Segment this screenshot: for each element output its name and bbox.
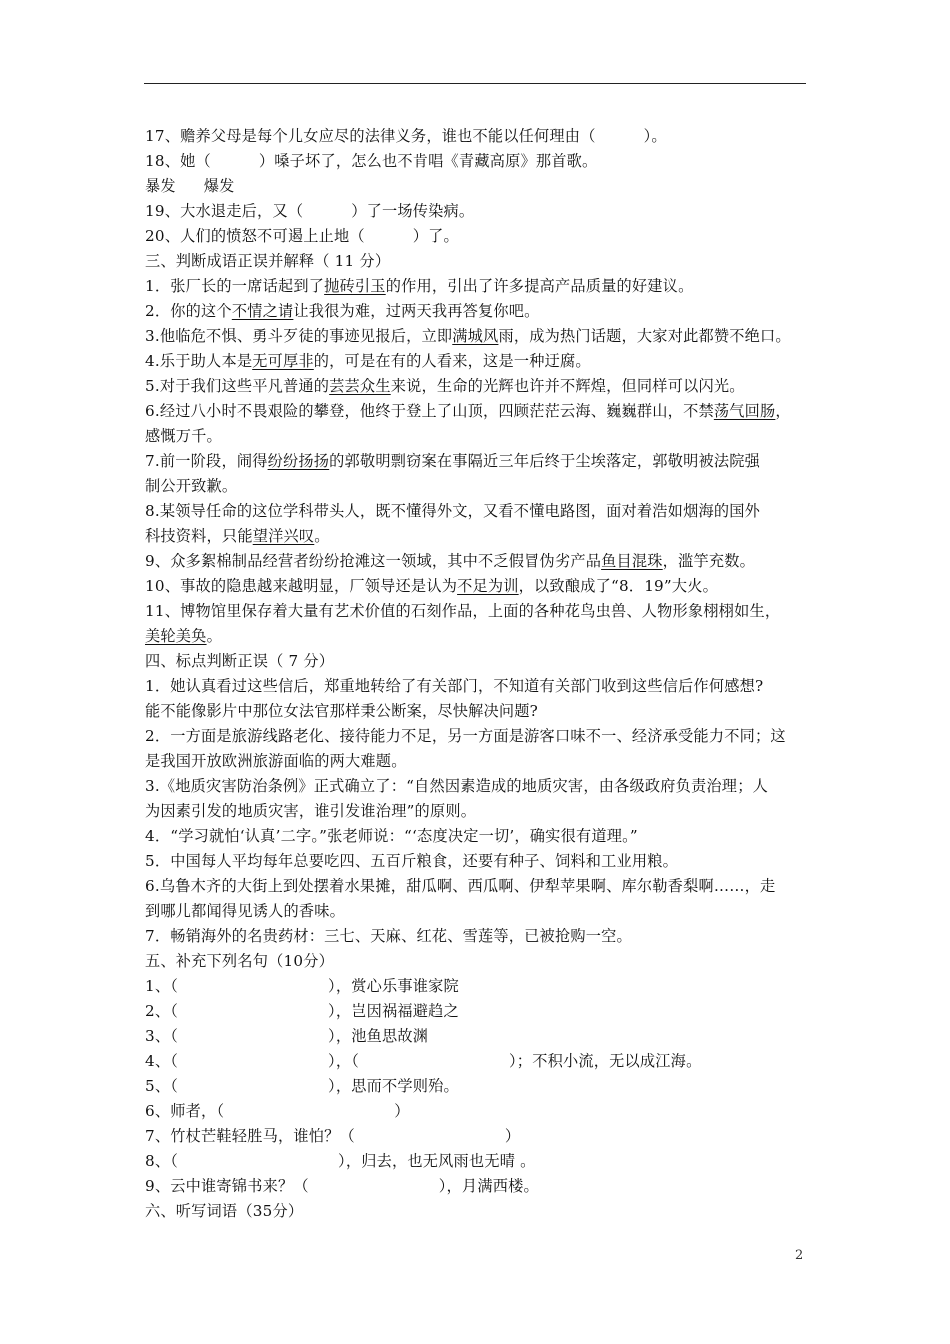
text-line-43 — [145, 1174, 810, 1199]
line-text: 能不能像影片中那位女法官那样秉公断案，尽快解决问题? — [145, 702, 539, 720]
line-text: 8.某领导任命的这位学科带头人，既不懂得外文，又看不懂电路图，面对着浩如烟海的国外 — [145, 502, 761, 520]
text-line-12 — [145, 399, 810, 424]
line-text: ），思而不学则殆。 — [328, 1077, 459, 1095]
text-line-37 — [145, 1024, 810, 1049]
text-line-35 — [145, 974, 810, 999]
line-text: 6.乌鲁木齐的大街上到处摆着水果摊，甜瓜啊、西瓜啊、伊犁苹果啊、库尔勒香梨啊……，走 — [145, 877, 776, 895]
line-text: ），（ — [328, 1052, 360, 1070]
line-text: ）了一场传染病。 — [351, 202, 475, 220]
text-line-21 — [145, 624, 810, 649]
text-line-42 — [145, 1149, 810, 1174]
text-line-7 — [145, 274, 810, 299]
text-line-11 — [145, 374, 810, 399]
line-text: 爆发 — [203, 177, 235, 195]
line-text: ），赏心乐事谁家院 — [328, 977, 459, 995]
underlined-idiom: 无可厚非 — [252, 352, 314, 370]
text-line-18 — [145, 549, 810, 574]
text-line-39 — [145, 1074, 810, 1099]
text-line-15 — [145, 474, 810, 499]
text-line-13 — [145, 424, 810, 449]
line-text: 5．中国每人平均每年总要吃四、五百斤粮食，还要有种子、饲料和工业用粮。 — [145, 852, 679, 870]
header-rule — [144, 83, 806, 84]
line-text: 7．畅销海外的名贵药材：三七、天麻、红花、雪莲等，已被抢购一空。 — [145, 927, 632, 945]
page-number: 2 — [795, 1248, 804, 1263]
text-line-34 — [145, 949, 810, 974]
line-text: ，滥竽充数。 — [662, 552, 755, 570]
text-line-28 — [145, 799, 810, 824]
line-text: 四、标点判断正误（ 7 分） — [145, 652, 335, 670]
line-text: 3.《地质灾害防治条例》正式确立了：“自然因素造成的地质灾害，由各级政府负责治理；人 — [145, 777, 768, 795]
line-text: ）嗓子坏了，怎么也不肯唱《青藏高原》那首歌。 — [258, 152, 598, 170]
text-line-36 — [145, 999, 810, 1024]
line-text: 为因素引发的地质灾害，谁引发谁治理”的原则。 — [145, 802, 477, 820]
text-line-17 — [145, 524, 810, 549]
underlined-idiom: 美轮美奂 — [145, 627, 207, 645]
text-line-10 — [145, 349, 810, 374]
text-line-23 — [145, 674, 810, 699]
line-text: 1、（ — [145, 977, 179, 995]
line-text: 。 — [206, 627, 222, 645]
line-text: ），月满西楼。 — [438, 1177, 539, 1195]
line-text: 的作用，引出了许多提高产品质量的好建议。 — [385, 277, 694, 295]
text-line-22 — [145, 649, 810, 674]
line-text: ） — [504, 1127, 521, 1145]
line-text: 8、（ — [145, 1152, 179, 1170]
text-line-24 — [145, 699, 810, 724]
line-text: ）；不积小流，无以成江海。 — [509, 1052, 702, 1070]
line-text: 感慨万千。 — [145, 427, 222, 445]
line-text: 4.乐于助人本是 — [145, 352, 253, 370]
line-text: 9、众多絮棉制品经营者纷纷抢滩这一领域，其中不乏假冒伪劣产品 — [145, 552, 602, 570]
text-line-38 — [145, 1049, 810, 1074]
underlined-idiom: 抛砖引玉 — [324, 277, 386, 295]
line-text: 是我国开放欧洲旅游面临的两大难题。 — [145, 752, 407, 770]
text-line-6 — [145, 249, 810, 274]
line-text: 17、赡养父母是每个儿女应尽的法律义务，谁也不能以任何理由（ — [145, 127, 596, 145]
line-text: 科技资料，只能 — [145, 527, 253, 545]
text-line-8 — [145, 299, 810, 324]
line-text: 。 — [314, 527, 330, 545]
line-text: 18、她（ — [145, 152, 211, 170]
text-line-26 — [145, 749, 810, 774]
text-line-25 — [145, 724, 810, 749]
text-line-31 — [145, 874, 810, 899]
line-text: 4、（ — [145, 1052, 179, 1070]
underlined-idiom: 满城风 — [452, 327, 499, 345]
text-line-19 — [145, 574, 810, 599]
line-text: 的，可是在有的人看来，这是一种迂腐。 — [313, 352, 591, 370]
line-text: 5、（ — [145, 1077, 179, 1095]
text-line-27 — [145, 774, 810, 799]
line-text: ）了。 — [412, 227, 459, 245]
line-text: ， — [775, 402, 791, 420]
underlined-idiom: 荡气回肠 — [713, 402, 776, 420]
line-text: ），归去，也无风雨也无晴 。 — [338, 1152, 536, 1170]
line-text: 19、大水退走后，又（ — [145, 202, 304, 220]
line-text: 来说，生命的光辉也许并不辉煌，但同样可以闪光。 — [390, 377, 745, 395]
text-line-30 — [145, 849, 810, 874]
underlined-idiom: 不足为训 — [457, 577, 519, 595]
line-text: 让我很为难，过两天我再答复你吧。 — [293, 302, 540, 320]
line-text: 制公开致歉。 — [145, 477, 238, 495]
line-text: 五、补充下列名句（10分） — [145, 952, 334, 970]
underlined-idiom: 纷纷扬扬 — [267, 452, 330, 470]
line-text: 到哪儿都闻得见诱人的香味。 — [145, 902, 346, 920]
text-line-3 — [145, 174, 810, 199]
line-text: 7、竹杖芒鞋轻胜马，谁怕？（ — [145, 1127, 355, 1145]
text-line-9 — [145, 324, 810, 349]
line-text: 4．“学习就怕‘认真’二字。”张老师说：“‘态度决定一切’，确实很有道理。” — [145, 827, 638, 845]
line-text: 20、人们的愤怒不可遏上止地（ — [145, 227, 365, 245]
line-text: 5.对于我们这些平凡普通的 — [145, 377, 330, 395]
text-line-41 — [145, 1124, 810, 1149]
text-line-20 — [145, 599, 810, 624]
underlined-idiom: 鱼目混珠 — [601, 552, 663, 570]
text-line-29 — [145, 824, 810, 849]
text-line-5 — [145, 224, 810, 249]
text-line-33 — [145, 924, 810, 949]
underlined-idiom: 望洋兴叹 — [252, 527, 315, 545]
line-text: ），池鱼思故渊 — [328, 1027, 429, 1045]
line-text: 3.他临危不惧、勇斗歹徒的事迹见报后，立即 — [145, 327, 453, 345]
line-text: 2．你的这个 — [145, 302, 232, 320]
line-text: ），岂因祸福避趋之 — [328, 1002, 459, 1020]
line-text: 六、听写词语（35分） — [145, 1202, 304, 1220]
line-text: 10、事故的隐患越来越明显，厂领导还是认为 — [145, 577, 458, 595]
text-line-44 — [145, 1199, 810, 1224]
line-text: ）。 — [643, 127, 667, 145]
underlined-idiom: 芸芸众生 — [329, 377, 391, 395]
text-line-1 — [145, 124, 810, 149]
line-text: 6.经过八小时不畏艰险的攀登，他终于登上了山顶，四顾茫茫云海、巍巍群山，不禁 — [145, 402, 714, 420]
line-text: ） — [394, 1102, 410, 1120]
document-body — [145, 124, 810, 1224]
line-text: 1．她认真看过这些信后，郑重地转给了有关部门，不知道有关部门收到这些信后作何感想? — [145, 677, 764, 695]
line-text: 暴发 — [145, 177, 176, 195]
line-text: 2．一方面是旅游线路老化、接待能力不足，另一方面是游客口味不一、经济承受能力不同；这 — [145, 727, 786, 745]
line-text: 1．张厂长的一席话起到了 — [145, 277, 325, 295]
line-text: 雨，成为热门话题，大家对此都赞不绝口。 — [498, 327, 791, 345]
text-line-16 — [145, 499, 810, 524]
text-line-40 — [145, 1099, 810, 1124]
line-text: ，以致酿成了“8．19”大火。 — [518, 577, 719, 595]
text-line-4 — [145, 199, 810, 224]
text-line-14 — [145, 449, 810, 474]
line-text: 3、（ — [145, 1027, 179, 1045]
line-text: 11、博物馆里保存着大量有艺术价值的石刻作品，上面的各种花鸟虫兽、人物形象栩栩如生， — [145, 602, 781, 620]
line-text: 的郭敬明剽窃案在事隔近三年后终于尘埃落定，郭敬明被法院强 — [329, 452, 761, 470]
line-text: 三、判断成语正误并解释（ 11 分） — [145, 252, 391, 270]
line-text: 9、云中谁寄锦书来？（ — [145, 1177, 309, 1195]
text-line-32 — [145, 899, 810, 924]
line-text: 6、师者，（ — [145, 1102, 225, 1120]
underlined-idiom: 不情之请 — [231, 302, 294, 320]
line-text: 7.前一阶段，闹得 — [145, 452, 268, 470]
line-text: 2、（ — [145, 1002, 179, 1020]
text-line-2 — [145, 149, 810, 174]
